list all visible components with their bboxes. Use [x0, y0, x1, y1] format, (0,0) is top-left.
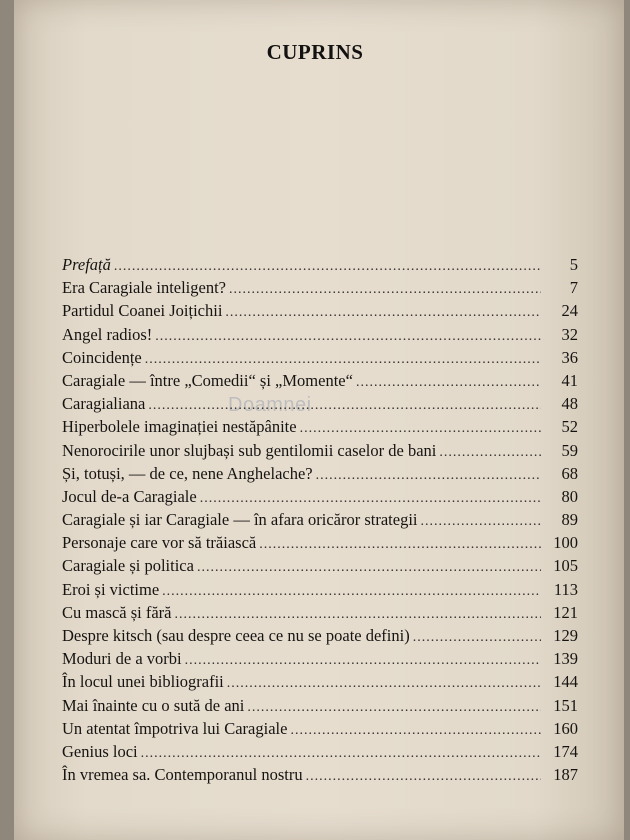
toc-page-number: 144: [553, 672, 578, 692]
toc-page-number: 129: [553, 626, 578, 645]
toc-entry-title: Eroi și victime: [62, 579, 160, 599]
toc-leader-dots: [148, 398, 541, 414]
toc-page-number: 5: [569, 255, 578, 274]
toc-entry: [62, 626, 578, 649]
toc-entry: [62, 580, 578, 603]
toc-entry-title: Cu mască și fără: [62, 602, 172, 622]
toc-entry: [62, 255, 578, 278]
toc-entry: [62, 649, 578, 672]
toc-entry: [62, 603, 578, 626]
toc-leader-dots: [316, 468, 541, 484]
watermark-text: Doamnei: [228, 394, 312, 416]
toc-page-number: 48: [561, 394, 578, 414]
toc-entry: [62, 742, 578, 765]
toc-entry: [62, 696, 578, 719]
toc-entry-title: Jocul de-a Caragiale: [62, 486, 197, 506]
toc-page-number: 174: [553, 741, 578, 761]
toc-leader-dots: [200, 491, 541, 507]
toc-entry-title: În locul unei bibliografii: [62, 672, 224, 692]
toc-leader-dots: [247, 700, 541, 716]
toc-entry: [62, 719, 578, 742]
toc-leader-dots: [259, 537, 541, 553]
toc-leader-dots: [114, 259, 541, 275]
toc-leader-dots: [185, 653, 541, 669]
toc-entry: [62, 417, 578, 440]
toc-page-number: 89: [561, 510, 578, 530]
toc-entry-title: Moduri de a vorbi: [62, 649, 182, 669]
toc-entry-title: Genius loci: [62, 741, 138, 761]
toc-leader-dots: [175, 607, 542, 623]
toc-entry: [62, 278, 578, 301]
toc-leader-dots: [421, 514, 542, 530]
toc-page-number: 36: [561, 347, 578, 367]
toc-leader-dots: [229, 282, 541, 298]
toc-entry: [62, 464, 578, 487]
toc-entry: [62, 765, 578, 788]
toc-entry: [62, 441, 578, 464]
toc-entry-title: Partidul Coanei Joițichii: [62, 301, 223, 321]
toc-entry-title: În vremea sa. Contemporanul nostru: [62, 765, 303, 785]
toc-page-number: 41: [561, 370, 578, 390]
toc-page-number: 68: [561, 463, 578, 483]
toc-entry-title: Și, totuși, — de ce, nene Anghelache?: [62, 463, 313, 483]
toc-page-number: 151: [553, 695, 578, 715]
toc-entry: [62, 301, 578, 324]
toc-page-number: 113: [553, 579, 578, 599]
toc-entry: [62, 325, 578, 348]
toc-entry-title: Caragiale și politica: [62, 556, 194, 576]
toc-leader-dots: [145, 352, 541, 368]
toc-page-number: 105: [553, 556, 578, 576]
toc-entry: [62, 556, 578, 579]
toc-page-number: 139: [553, 649, 578, 669]
toc-entry-title: Un atentat împotriva lui Caragiale: [62, 718, 288, 738]
toc-leader-dots: [197, 560, 541, 576]
toc-page-number: 100: [553, 533, 578, 553]
toc-page-number: 7: [569, 278, 578, 298]
toc-entry: [62, 487, 578, 510]
toc-page-number: 187: [553, 765, 578, 785]
toc-entry-title: Caragiale — între „Comedii“ și „Momente“: [62, 370, 353, 390]
toc-page-number: 32: [561, 324, 578, 344]
toc-leader-dots: [290, 723, 541, 739]
toc-entry-title: Caragialiana: [62, 394, 146, 414]
toc-entry-title: Angel radios!: [62, 324, 153, 344]
toc-entry: [62, 672, 578, 695]
toc-page-number: 121: [553, 602, 578, 622]
toc-leader-dots: [356, 375, 541, 391]
toc-entry-title: Mai înainte cu o sută de ani: [62, 695, 245, 715]
toc-entry-title: Nenorocirile unor slujbași sub gentilomii caselor de bani: [62, 440, 437, 460]
toc-entry-title: Era Caragiale inteligent?: [62, 278, 227, 298]
toc-entry: [62, 371, 578, 394]
toc-entry-title: Personaje care vor să trăiască: [62, 533, 257, 553]
toc-entry: [62, 533, 578, 556]
toc-page-number: 160: [553, 718, 578, 738]
toc-page-number: 80: [561, 486, 578, 506]
toc-entry-title: Coincidențe: [62, 347, 142, 367]
toc-entry-title: Caragiale și iar Caragiale — în afara oricăror strategii: [62, 510, 418, 530]
toc-leader-dots: [141, 746, 541, 762]
toc-leader-dots: [300, 421, 541, 437]
toc-leader-dots: [155, 329, 541, 345]
toc-page-number: 52: [561, 417, 578, 437]
toc-leader-dots: [225, 305, 541, 321]
toc-page-number: 59: [561, 440, 578, 460]
toc-page-number: 24: [561, 301, 578, 321]
table-of-contents: [62, 255, 578, 788]
toc-leader-dots: [227, 676, 541, 692]
toc-entry-title: Despre kitsch (sau despre ceea ce nu se poate defini): [62, 626, 410, 645]
toc-entry-title: Hiperbolele imaginației nestăpânite: [62, 417, 297, 437]
toc-leader-dots: [439, 445, 541, 461]
page-title: CUPRINS: [266, 40, 364, 64]
toc-entry-title: Prefață: [62, 255, 111, 274]
toc-entry: [62, 510, 578, 533]
toc-leader-dots: [306, 769, 541, 785]
toc-leader-dots: [413, 630, 541, 646]
toc-entry: [62, 394, 578, 417]
toc-leader-dots: [162, 584, 541, 600]
toc-entry: [62, 348, 578, 371]
